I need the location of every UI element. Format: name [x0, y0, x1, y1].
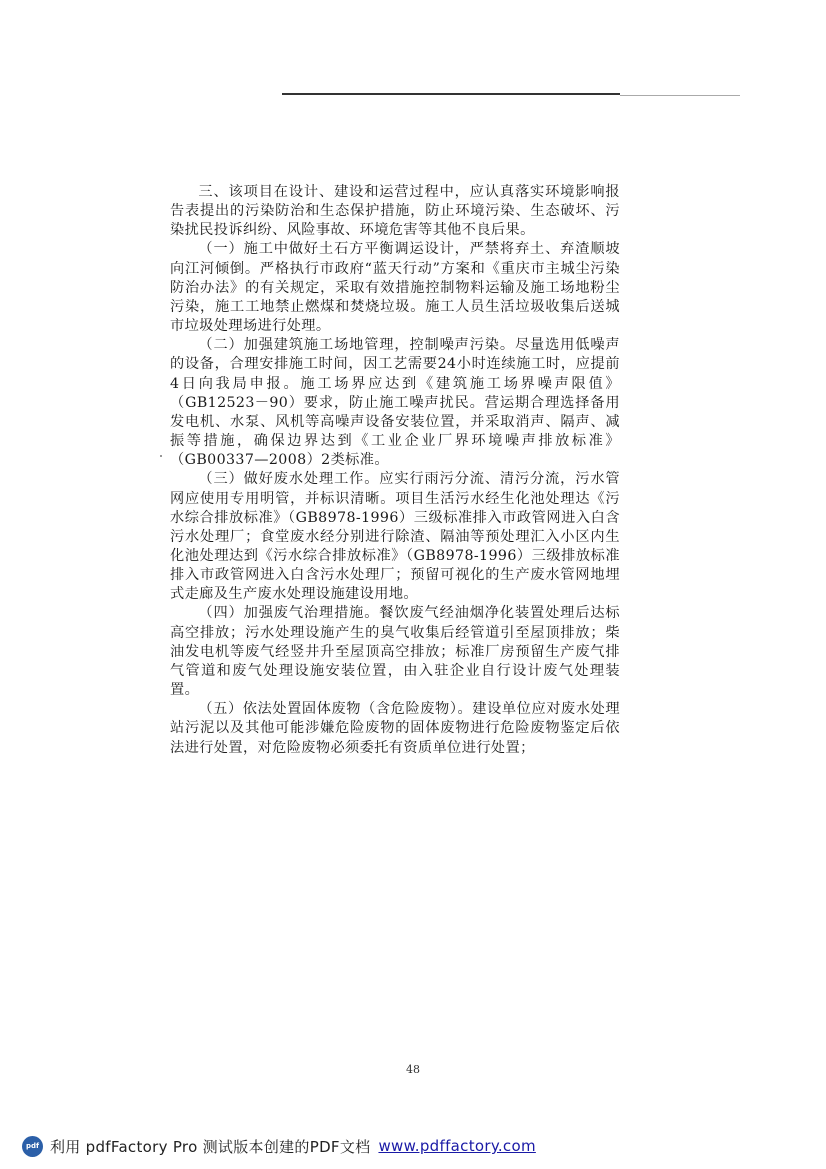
paragraph-3-4: （四）加强废气治理措施。餐饮废气经油烟净化装置处理后达标高空排放；污水处理设施产生的臭气收集后经管道引至屋顶排放；柴油发电机等废气经竖井升至屋顶高空排放；标准厂房预留生产废气排气管道和废气处理设施安装位置，由入驻企业自行设计废气处理装置。: [170, 605, 620, 699]
page-number: 48: [406, 1063, 420, 1076]
pdffactory-logo-icon: pdf: [22, 1136, 43, 1157]
header-rule: [282, 93, 620, 95]
paragraph-3-1: （一）施工中做好土石方平衡调运设计，严禁将弃土、弃渣顺坡向江河倾倒。严格执行市政府“蓝天行动”方案和《重庆市主城尘污染防治办法》的有关规定，采取有效措施控制物料运输及施工场地粉尘污染，施工工地禁止燃煤和焚烧垃圾。施工人员生活垃圾收集后送城市垃圾处理场进行处理。: [170, 241, 620, 335]
body-text: [170, 183, 620, 758]
paragraph-3-2: （二）加强建筑施工场地管理，控制噪声污染。尽量选用低噪声的设备，合理安排施工时间，因工艺需要24小时连续施工时，应提前4日向我局申报。施工场界应达到《建筑施工场界噪声限值》（GB12523－90）要求，防止施工噪声扰民。营运期合理选择备用发电机、水泵、风机等高噪声设备安装位置，并采取消声、隔声、减振等措施，确保边界达到《工业企业厂界环境噪声排放标准》（GB00337—2008）2类标准。: [170, 337, 620, 469]
paragraph-3-3: （三）做好废水处理工作。应实行雨污分流、清污分流，污水管网应使用专用明管，并标识清晰。项目生活污水经生化池处理达《污水综合排放标准》（GB8978-1996）三级标准排入市政管网进入白含污水处理厂；食堂废水经分别进行除渣、隔油等预处理汇入小区内生化池处理达到《污水综合排放标准》（GB8978-1996）三级排放标准排入市政管网进入白含污水处理厂；预留可视化的生产废水管网地埋式走廊及生产废水处理设施建设用地。: [170, 471, 620, 603]
watermark-footer: [22, 1134, 536, 1158]
scan-speck: [160, 455, 162, 457]
paragraph-3: 三、该项目在设计、建设和运营过程中，应认真落实环境影响报告表提出的污染防治和生态保护措施，防止环境污染、生态破坏、污染扰民投诉纠纷、风险事故、环境危害等其他不良后果。: [170, 184, 620, 239]
footer-text: 利用 pdfFactory Pro 测试版本创建的PDF文档: [50, 1137, 371, 1156]
header-rule-faint: [620, 95, 740, 96]
paragraph-3-5: （五）依法处置固体废物（含危险废物）。建设单位应对废水处理站污泥以及其他可能涉嫌危险废物的固体废物进行危险废物鉴定后依法进行处置，对危险废物必须委托有资质单位进行处置；: [170, 701, 620, 756]
footer-link[interactable]: www.pdffactory.com: [378, 1137, 536, 1155]
